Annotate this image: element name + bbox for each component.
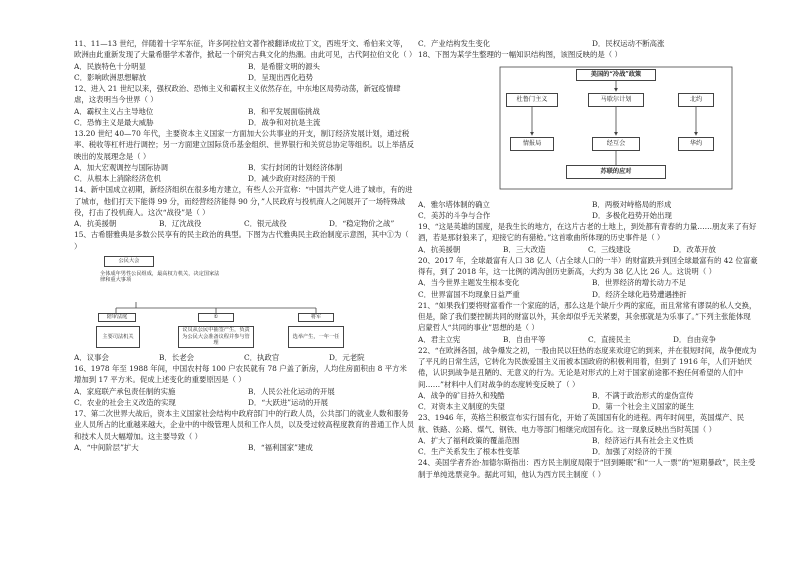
option-c[interactable]: C．影响欧洲思想解放 [74, 72, 147, 82]
option-a[interactable]: A．抗美援朝 [418, 244, 461, 254]
option-d[interactable]: D．元老院 [329, 352, 365, 362]
option-b[interactable]: B．世界经济的增长动力不足 [592, 278, 687, 288]
option-d[interactable]: D．减少政府对经济的干预 [248, 174, 336, 183]
question-20 [418, 255, 758, 300]
option-d[interactable]: D．改革开放 [673, 244, 716, 254]
option-d[interactable]: D．“稳定物价之战” [329, 219, 395, 228]
cominform-box: 情报局 [510, 137, 554, 151]
option-a[interactable]: A．民族特色十分明显 [74, 61, 146, 71]
option-a[interactable]: A．君主立宪 [418, 334, 461, 344]
question-17 [74, 408, 414, 453]
unknown-institution-box: ① [198, 313, 234, 322]
question-stem: 12、进入 21 世纪以来，强权政治、恐怖主义和霸权主义依然存在，中东地区局势动荡，新冠疫情肆虐，这表明当今世界（ ） [74, 84, 401, 105]
question-stem: 11、11—13 世纪，伴随着十字军东征，许多阿拉伯文著作被翻译成拉丁文，西班牙文、希伯来文等，欧洲由此重新发现了大量希腊学术著作，掀起一个研究古典文化的热潮。由此可见，古代阿拉伯文化（ ） [74, 39, 417, 60]
question-stem: 14、新中国成立初期，新经济组织在很多地方建立，有些人公开宣称：“中国共产党人进了城市，有的进了城市，他们打天下能得 99 分，而经营经济能得 90 分，”人民政府与投机商人之间展开了一场特殊战役，打击了投机商人。这次“战役”是（ ） [74, 185, 413, 217]
question-24 [418, 457, 758, 480]
question-stem: 23、1946 年，英格兰积极宣布实行国有化，开始了英国国有化的进程。两年时间里，英国煤产、民航、铁路、公路、煤气、钢铁、电力等部门相继完成国有化。这一现象反映出当时英国（ ） [418, 413, 745, 434]
option-d[interactable]: D．自由竞争 [673, 334, 716, 344]
generals-desc: 选举产生，一年一任 [288, 326, 344, 348]
option-b[interactable]: B．经济运行具有社会主义性质 [592, 435, 694, 445]
marshall-plan-box: 马歇尔计划 [588, 93, 644, 107]
right-column [418, 38, 758, 480]
option-a[interactable]: A．战争的矿目持久和残酷 [418, 390, 505, 400]
option-a[interactable]: A．加大宏观调控与国际协调 [74, 162, 169, 172]
option-c[interactable]: C．直接民主 [588, 334, 631, 344]
option-b[interactable]: B．不满于政治形式的虚伪宣传 [592, 390, 694, 400]
option-d[interactable]: D．“大跃进”运动的开展 [248, 397, 328, 407]
left-column [74, 38, 417, 453]
warsaw-pact-box: 华约 [678, 137, 714, 151]
option-d[interactable]: D．呈现出西化趋势 [248, 72, 314, 82]
option-c[interactable]: C．农业的社会主义改造的实现 [74, 397, 176, 407]
question-stem: 13.20 世纪 40—70 年代，主要资本主义国家一方面加大公共事业的开支，制订经济发展计划，通过税率、税收等杠杆进行调控；另一方面建立国际货币基金组织、世界银行和关贸总协定等组织。以上举措反映出的发展理念是（ ） [74, 129, 414, 161]
question-15 [74, 229, 414, 363]
option-c[interactable]: C．从根本上消除经济危机 [74, 174, 161, 183]
option-b[interactable]: B．自由平等 [503, 334, 546, 344]
soviet-response-box: 苏联的应对 [566, 165, 666, 179]
question-stem: 24、美国学者乔治·加德尔斯指出：西方民主制度局限于“回到睡眠”和“一人一票”的“短期暴政”，民主受制于单纯选票竞争。据此可知，他认为西方民主制度（ ） [418, 458, 756, 479]
option-c[interactable]: C．世界富国不均现象日益严重 [418, 289, 520, 299]
unknown-institution-desc: 议员从公民中抽签产生，负责为公民大会准备议程并参与管理 [178, 326, 254, 348]
question-stem: 16、1978 年至 1988 年间，中国农村每 100 户农民就有 78 户盖了新房，人均住房面积由 8 平方米增加到 17 平方米。促成上述变化的重要原因是（ ） [74, 364, 407, 385]
option-d[interactable]: D．第一个社会主义国家的诞生 [592, 402, 695, 411]
truman-doctrine-box: 杜鲁门主义 [506, 93, 558, 107]
option-d[interactable]: D．民权运动不断高涨 [592, 39, 665, 48]
question-stem: 19、“这是英雄的国度，是我生长的地方，在这片古老的土地上，到处都有青春的力量……朋友来了有好酒，若是那豺狼来了，迎接它的有猎枪。”这首歌曲所体现的历史事件是（ ） [418, 222, 757, 243]
us-policy-box: 美国的“冷战”政策 [576, 69, 656, 81]
jury-court-box: 陪审法庭 [98, 313, 136, 322]
assembly-box: 公民大会 [104, 256, 154, 267]
generals-box: 将军 [298, 313, 334, 322]
question-14 [74, 184, 414, 229]
assembly-description: 全体成年男性公民组成，最高权力机关，决定国家法律和重大事项 [100, 270, 220, 284]
option-c[interactable]: C．恐怖主义是最大威胁 [74, 117, 154, 127]
question-stem: 17、第二次世界大战后，资本主义国家社会结构中政府部门中的行政人员，公共部门的就业人数和服务业人员所占的比重越来越大，企业中的中级管理人员和工作人员，以及受过较高程度教育的普通工作人员和技术人员大幅增加。这主要导致（ ） [74, 409, 414, 441]
option-b[interactable]: B．实行封闭的计划经济体制 [248, 162, 343, 172]
question-17-continued [418, 38, 758, 49]
option-a[interactable]: A．霸权主义占主导地位 [74, 106, 154, 116]
question-stem: 22、“在欧洲各国，战争爆发之初，一股由民以狂热的态度来欢迎它的到来，并在很短时间，战争便成为了平凡的日常生活，它转化为民族爱国主义而被本国政府的积极利用着，但到了 1916 年，人们开始厌倦，认识到战争是丑陋的、无意义的行为。无论是对形式的上对于国家前途都不抱任何希望的人们中间……”材料中人们对战争的态度转变反映了（ ） [418, 345, 757, 389]
jury-court-desc: 主要司法机关 [96, 326, 140, 348]
option-c[interactable]: C．执政官 [244, 352, 280, 362]
question-18 [418, 49, 758, 221]
option-a[interactable]: A．扩大了福利政策的覆盖范围 [418, 435, 520, 445]
option-b[interactable]: B．和平发展面临挑战 [248, 106, 320, 116]
question-stem: 18、下图为某学生整理的一幅知识结构图，该图反映的是（ ） [418, 50, 622, 60]
option-c[interactable]: C．产业结构发生变化 [418, 39, 491, 48]
question-12 [74, 83, 414, 128]
question-13 [74, 128, 414, 184]
question-16 [74, 363, 414, 408]
option-d[interactable]: D．战争和对抗是主流 [248, 117, 321, 127]
question-23 [418, 412, 758, 457]
option-a[interactable]: A．抗美援朝 [74, 219, 117, 228]
option-c[interactable]: C．生产关系发生了根本性变革 [418, 447, 520, 456]
cold-war-diagram [496, 65, 736, 195]
question-stem: 21、“如果我们要将财富看作一个家庭的话，那么这是个缺斤少两的家庭，而且常常有谬误的私人交换，但是，除了我们要控制共同的财富以外，其余却似乎无关紧要，其余那就是为乐事了。”下列主张能体现启蒙哲人“共同的事业”思想的是（ ） [418, 300, 757, 333]
option-b[interactable]: B．三大改造 [503, 244, 546, 254]
question-19 [418, 221, 758, 255]
question-stem: 20、2017 年，全球最富有人口 38 亿人（占全球人口的一半）的财富跌升到回全球最富有的 42 位富豪得有，到了 2018 年，这一比例的鸿沟创历史新高，大约为 38 亿人比 26 人。这说明（ ） [418, 255, 758, 276]
option-b[interactable]: B．“福利国家”建成 [248, 442, 313, 452]
option-c[interactable]: C．银元战役 [244, 219, 287, 228]
option-c[interactable]: C．对资本主义制度的失望 [418, 402, 505, 411]
nato-box: 北约 [678, 93, 714, 107]
athens-democracy-diagram [96, 254, 346, 350]
question-22 [418, 345, 758, 413]
option-b[interactable]: B．辽沈战役 [159, 219, 202, 228]
option-d[interactable]: D．多极化趋势开始出现 [592, 210, 672, 220]
option-c[interactable]: C．美苏的斗争与合作 [418, 210, 491, 220]
question-21 [418, 300, 758, 345]
option-a[interactable]: A．雅尔塔体制的确立 [418, 199, 490, 209]
option-a[interactable]: A．“中间阶层”扩大 [74, 442, 139, 452]
question-stem: 15、古希腊雅典是多数公民享有的民主政治的典型。下图为古代雅典民主政治制度示意图，其中①为（ ） [74, 230, 409, 251]
option-a[interactable]: A．家庭联产承包责任制的实施 [74, 386, 176, 396]
option-b[interactable]: B．两极对峙格局的形成 [592, 199, 672, 209]
option-b[interactable]: B．长老会 [159, 352, 194, 362]
option-c[interactable]: C．三线建设 [588, 244, 631, 254]
option-b[interactable]: B．人民公社化运动的开展 [248, 386, 335, 396]
option-a[interactable]: A．当今世界主题发生根本变化 [418, 278, 520, 288]
question-11 [74, 38, 417, 83]
option-b[interactable]: B．是希腊文明的源头 [248, 61, 320, 71]
comecon-box: 经互会 [592, 137, 640, 151]
option-a[interactable]: A．议事会 [74, 352, 109, 362]
option-d[interactable]: D．经济全球化趋势遭遇挫折 [592, 289, 687, 299]
option-d[interactable]: D．加强了对经济的干预 [592, 447, 672, 456]
